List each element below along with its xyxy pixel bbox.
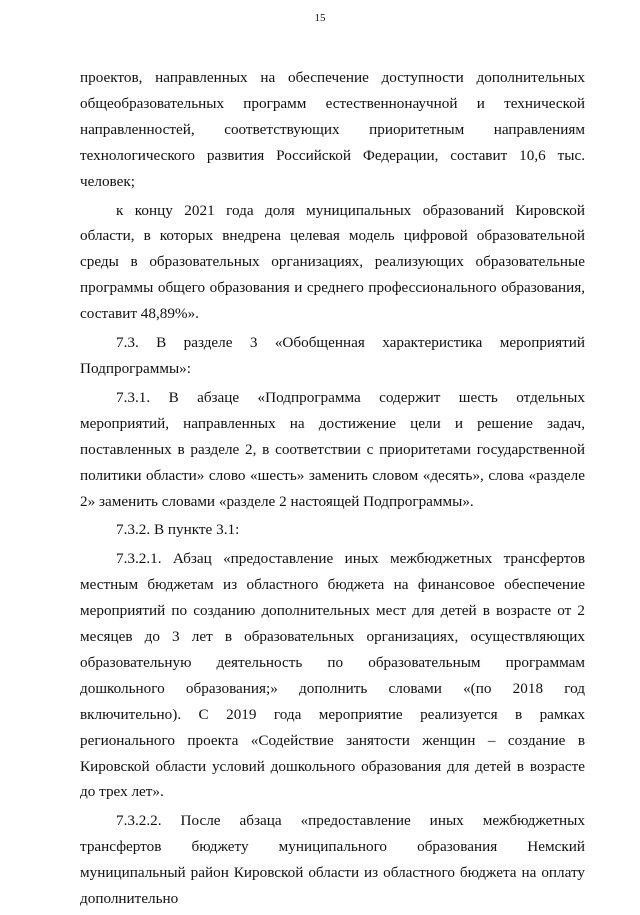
paragraph: 7.3.2.2. После абзаца «предоставление иных межбюджетных трансфертов бюджету муниципального образования Немский муниципальный район Кировской области из областного бюджета на оплату дополнительно (80, 812, 585, 908)
paragraph: проектов, направленных на обеспечение доступности дополнительных общеобразовательных программ естественнонаучной и технической направленностей, соответствующих приоритетным направлениям технологического развития Российской Федерации, составит 10,6 тыс. человек; (80, 69, 585, 190)
paragraph: 7.3.2.1. Абзац «предоставление иных межбюджетных трансфертов местным бюджетам из областного бюджета на финансовое обеспечение мероприятий по созданию дополнительных мест для детей в возрасте от 2 месяцев до 3 лет в образовательных организациях, осуществляющих образовательную деятельность по образовательным программам дошкольного образования;» дополнить словами «(по 2018 год включительно). С 2019 года мероприятие реализуется в рамках регионального проекта «Содействие занятости женщин – создание в Кировской области условий дошкольного образования для детей в возрасте до трех лет». (80, 550, 585, 801)
document-body (80, 65, 585, 915)
paragraph: 7.3.1. В абзаце «Подпрограмма содержит шесть отдельных мероприятий, направленных на достижение цели и решение задач, поставленных в разделе 2, в соответствии с приоритетами государственной политики области» слово «шесть» заменить словом «десять», слова «разделе 2» заменить словами «разделе 2 настоящей Подпрограммы». (80, 388, 585, 510)
paragraph: 7.3. В разделе 3 «Обобщенная характеристика мероприятий Подпрограммы»: (80, 334, 585, 377)
paragraph: к концу 2021 года доля муниципальных образований Кировской области, в которых внедрена целевая модель цифровой образовательной среды в образовательных организациях, реализующих образовательные программы общего образования и среднего профессионального образования, составит 48,89%». (80, 201, 585, 323)
paragraph: 7.3.2. В пункте 3.1: (116, 521, 240, 539)
page-number: 15 (314, 12, 326, 24)
